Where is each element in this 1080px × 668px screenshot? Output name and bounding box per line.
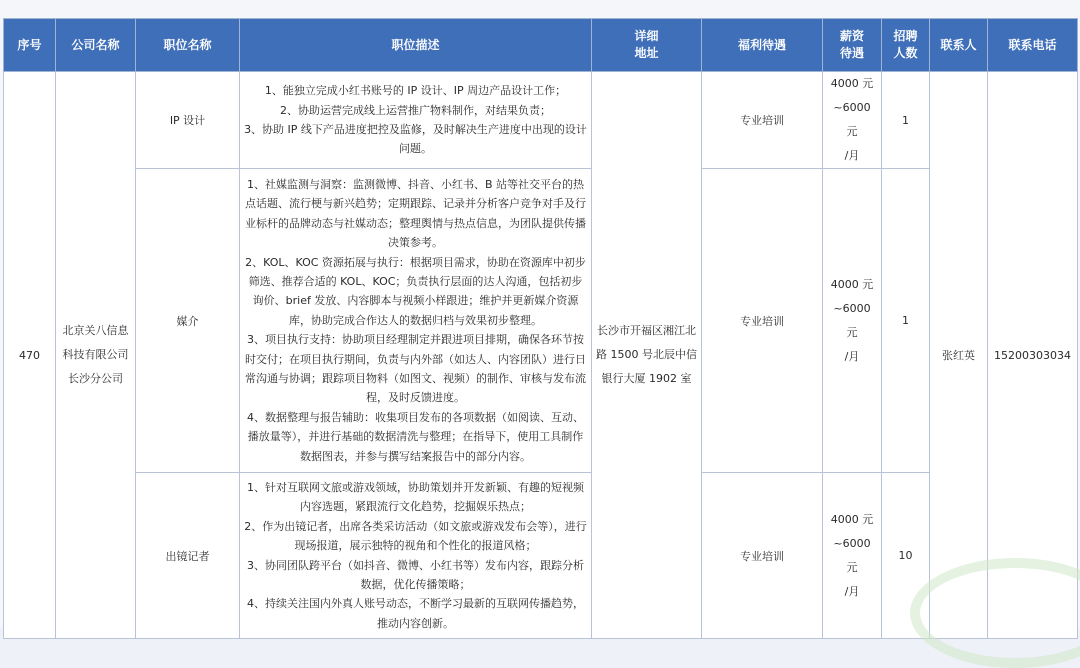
job-headcount: 1 (882, 72, 930, 169)
job-description: 1、能独立完成小红书账号的 IP 设计、IP 周边产品设计工作； 2、协助运营完成线上运营推广物料制作，对结果负责； 3、协助 IP 线下产品进度把控及监修，及时解决生产进度中出现的设计问题。 (240, 72, 592, 169)
table-row (4, 169, 1078, 473)
contact-person: 张红英 (930, 72, 988, 639)
header-benefits: 福利待遇 (702, 19, 823, 72)
header-headcount: 招聘 人数 (882, 19, 930, 72)
job-headcount: 10 (882, 473, 930, 639)
job-benefit: 专业培训 (702, 72, 823, 169)
job-table (3, 18, 1078, 639)
job-benefit: 专业培训 (702, 169, 823, 473)
job-salary: 4000 元 ~6000 元 /月 (823, 473, 882, 639)
job-title: 出镜记者 (136, 473, 240, 639)
job-salary: 4000 元 ~6000 元 /月 (823, 169, 882, 473)
job-title: 媒介 (136, 169, 240, 473)
header-row (4, 19, 1078, 72)
header-salary: 薪资 待遇 (823, 19, 882, 72)
work-address: 长沙市开福区湘江北路 1500 号北辰中信银行大厦 1902 室 (592, 72, 702, 639)
company-name: 北京关八信息科技有限公司长沙分公司 (56, 72, 136, 639)
job-benefit: 专业培训 (702, 473, 823, 639)
table-row (4, 72, 1078, 169)
job-description: 1、社媒监测与洞察：监测微博、抖音、小红书、B 站等社交平台的热点话题、流行梗与新兴趋势；定期跟踪、记录并分析客户竞争对手及行业标杆的品牌动态与社媒动态；整理舆情与热点信息，为团队提供传播决策参考。 2、KOL、KOC 资源拓展与执行：根据项目需求，协助在资源库中初步筛选、推荐合适的 KOL、KOC；负责执行层面的达人沟通，包括初步询价、brief 发放、内容脚本与视频小样跟进；维护并更新媒介资源库，协助完成合作达人的数据归档与效果初步整理。 3、项目执行支持：协助项目经理制定并跟进项目排期，确保各环节按时交付；在项目执行期间，负责与内外部（如达人、内容团队）进行日常沟通与协调；跟踪项目物料（如图文、视频）的制作、审核与发布流程，及时反馈进度。 4、数据整理与报告辅助：收集项目发布的各项数据（如阅读、互动、播放量等），并进行基础的数据清洗与整理；在指导下，使用工具制作数据图表，并参与撰写结案报告中的部分内容。 (240, 169, 592, 473)
row-number: 470 (4, 72, 56, 639)
header-phone: 联系电话 (988, 19, 1078, 72)
job-description: 1、针对互联网文旅或游戏领域，协助策划并开发新颖、有趣的短视频内容选题，紧跟流行文化趋势，挖掘娱乐热点； 2、作为出镜记者，出席各类采访活动（如文旅或游戏发布会等），进行现场报道，展示独特的视角和个性化的报道风格； 3、协同团队跨平台（如抖音、微博、小红书等）发布内容，跟踪分析数据，优化传播策略； 4、持续关注国内外真人账号动态，不断学习最新的互联网传播趋势，推动内容创新。 (240, 473, 592, 639)
header-position: 职位名称 (136, 19, 240, 72)
header-no: 序号 (4, 19, 56, 72)
header-address: 详细 地址 (592, 19, 702, 72)
job-title: IP 设计 (136, 72, 240, 169)
header-contact: 联系人 (930, 19, 988, 72)
header-company: 公司名称 (56, 19, 136, 72)
job-salary: 4000 元 ~6000 元 /月 (823, 72, 882, 169)
contact-phone: 15200303034 (988, 72, 1078, 639)
job-headcount: 1 (882, 169, 930, 473)
header-description: 职位描述 (240, 19, 592, 72)
